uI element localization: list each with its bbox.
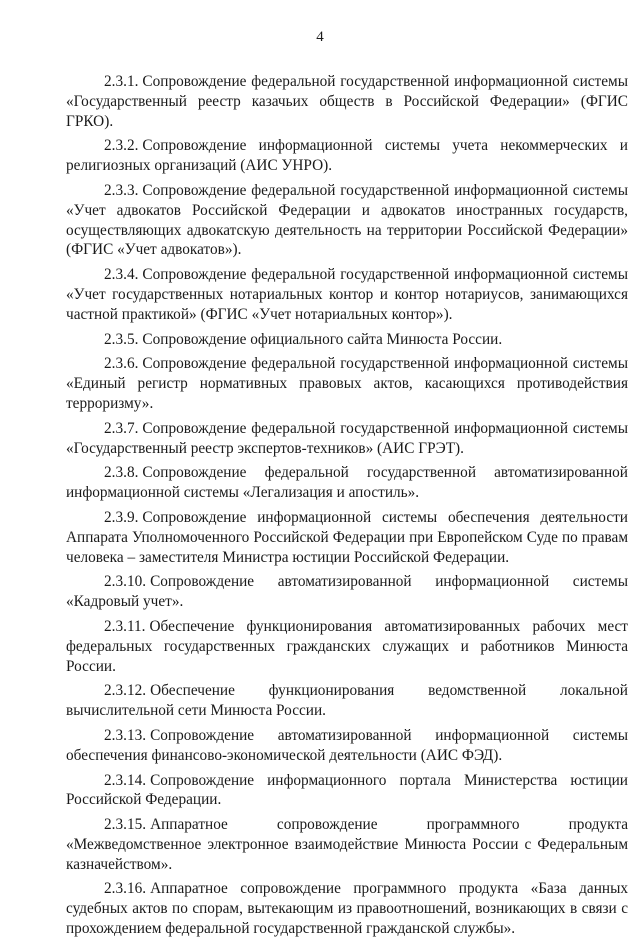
page-number: 4 — [316, 29, 324, 45]
list-item — [66, 330, 628, 350]
item-text: Сопровождение федеральной государственной автоматизированной информационной системы «Легализация и апостиль». — [66, 464, 628, 502]
item-number: 2.3.10. — [104, 573, 147, 591]
item-text: Сопровождение федеральной государственной информационной системы «Учет адвокатов Российской Федерации и адвокатов иностранных государств, осуществляющих адвокатскую деятельность на территории Российской Федерации» (ФГИС «Учет адвокатов»). — [66, 181, 628, 259]
item-text: Сопровождение автоматизированной информационной системы обеспечения финансово-экономической деятельности (АИС ФЭД). — [66, 726, 628, 764]
item-number: 2.3.3. — [104, 181, 139, 199]
list-item — [66, 72, 628, 131]
item-number: 2.3.6. — [104, 355, 139, 373]
list-item — [66, 726, 628, 766]
item-number: 2.3.9. — [104, 508, 139, 526]
list-item — [66, 419, 628, 459]
list-item — [66, 572, 628, 612]
list-item — [66, 136, 628, 176]
item-number: 2.3.4. — [104, 266, 139, 284]
item-text: Сопровождение федеральной государственной информационной системы «Учет государственных нотариальных контор и контор нотариусов, занимающихся частной практикой» (ФГИС «Учет нотариальных контор»). — [66, 266, 628, 323]
list-item — [66, 681, 628, 721]
item-text: Сопровождение официального сайта Минюста России. — [142, 330, 503, 348]
list-item — [66, 879, 628, 938]
item-number: 2.3.12. — [104, 682, 147, 700]
list-item — [66, 463, 628, 503]
item-number: 2.3.15. — [104, 816, 147, 834]
list-item — [66, 771, 628, 811]
item-text: Обеспечение функционирования автоматизированных рабочих мест федеральных государственных гражданских служащих и работников Минюста России. — [66, 617, 628, 675]
item-number: 2.3.1. — [104, 73, 139, 90]
list-item — [66, 617, 628, 676]
item-number: 2.3.16. — [104, 880, 147, 898]
list-item — [66, 815, 628, 874]
item-text: Сопровождение федеральной государственной информационной системы «Единый регистр нормативных правовых актов, касающихся противодействия терроризму». — [66, 355, 628, 412]
item-number: 2.3.14. — [104, 771, 147, 789]
list-item — [66, 265, 628, 324]
item-text: Сопровождение информационной системы обеспечения деятельности Аппарата Уполномоченного Российской Федерации при Европейском Суде по правам человека – заместителя Министра юстиции Российской Федерации. — [66, 508, 628, 566]
item-text: Сопровождение информационного портала Министерства юстиции Российской Федерации. — [66, 771, 628, 809]
list-item — [66, 508, 628, 567]
item-text: Обеспечение функционирования ведомственной локальной вычислительной сети Минюста России. — [66, 682, 628, 720]
item-number: 2.3.11. — [104, 617, 146, 635]
item-text: Сопровождение информационной системы учета некоммерческих и религиозных организаций (АИС УНРО). — [66, 137, 628, 175]
item-number: 2.3.7. — [104, 419, 139, 437]
item-number: 2.3.8. — [104, 464, 139, 482]
item-text: Сопровождение федеральной государственной информационной системы «Государственный реестр казачьих обществ в Российской Федерации» (ФГИС ГРКО). — [66, 73, 628, 130]
item-text: Аппаратное сопровождение программного продукта «База данных судебных актов по спорам, вытекающим из правоотношений, возникающих в связи с прохождением федеральной государственной гражданской службы». — [66, 880, 628, 938]
list-item — [66, 354, 628, 413]
item-number: 2.3.13. — [104, 726, 147, 744]
item-number: 2.3.5. — [104, 330, 139, 348]
item-text: Сопровождение автоматизированной информационной системы «Кадровый учет». — [66, 573, 628, 611]
document-body — [66, 72, 628, 944]
item-text: Сопровождение федеральной государственной информационной системы «Государственный реестр экспертов-техников» (АИС ГРЭТ). — [66, 419, 628, 457]
item-number: 2.3.2. — [104, 137, 139, 155]
list-item — [66, 181, 628, 260]
item-text: Аппаратное сопровождение программного продукта «Межведомственное электронное взаимодействие Минюста России с Федеральным казначейством». — [66, 816, 628, 873]
